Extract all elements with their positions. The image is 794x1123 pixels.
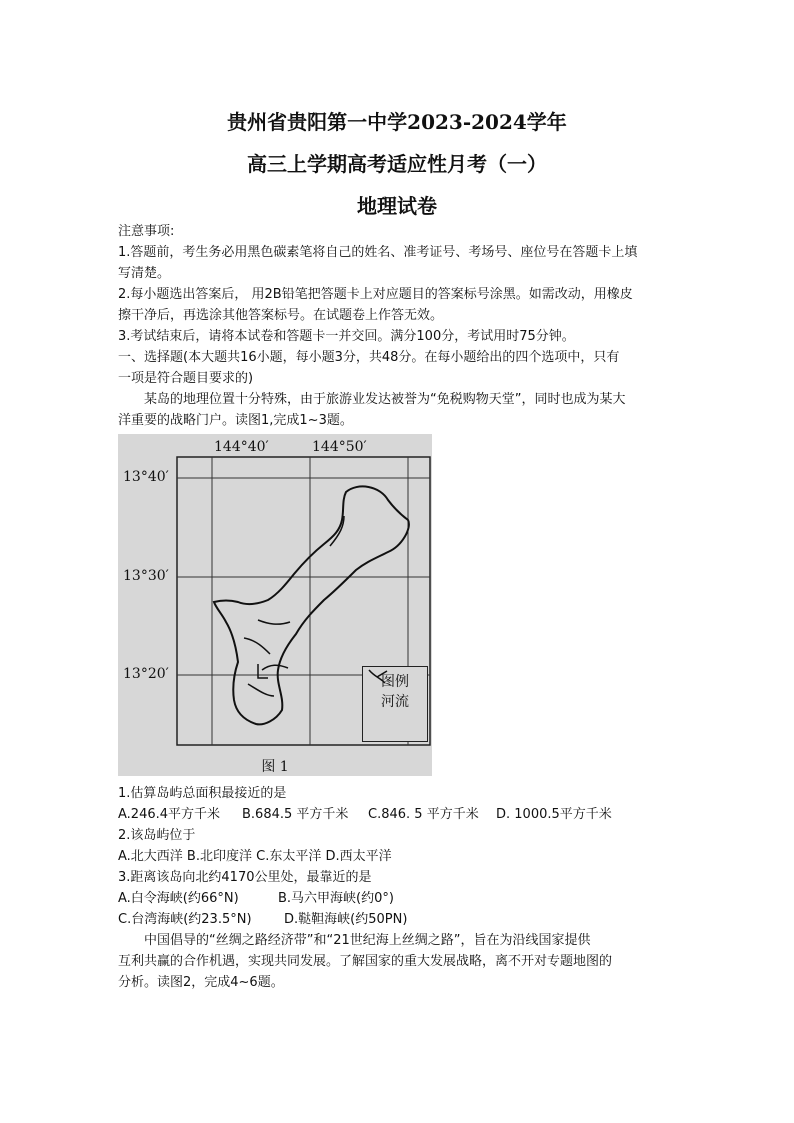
q3-option-b[interactable]: B.马六甲海峡(约0°) <box>278 891 394 906</box>
latitude-label-3: 13°20′ <box>123 666 169 682</box>
q1-option-a[interactable]: A.246.4平方千米 <box>118 807 221 822</box>
intro-paragraph-2-cont-1: 互利共赢的合作机遇，实现共同发展。了解国家的重大发展战略，离不开对专题地图的 <box>118 954 613 969</box>
intro-paragraph-2: 中国倡导的“丝绸之路经济带”和“21世纪海上丝绸之路”，旨在为沿线国家提供 <box>144 933 591 948</box>
notice-item-1-cont: 写清楚。 <box>118 266 171 281</box>
intro-paragraph-1-cont: 洋重要的战略门户。读图1,完成1~3题。 <box>118 413 353 428</box>
exam-title-term: 高三上学期高考适应性月考（一） <box>247 152 547 176</box>
figure-1-caption: 图 1 <box>261 759 289 775</box>
legend-river-label: 河流 <box>381 694 409 710</box>
question-2-stem: 2.该岛屿位于 <box>118 828 196 843</box>
question-3-options-row-2 <box>118 910 678 930</box>
question-1-options <box>118 805 678 825</box>
notice-item-1: 1.答题前，考生务必用黑色碳素笔将自己的姓名、准考证号、考场号、座位号在答题卡上填 <box>118 245 638 260</box>
longitude-label-1: 144°40′ <box>214 439 269 455</box>
notice-item-2: 2.每小题选出答案后， 用2B铅笔把答题卡上对应题目的答案标号涂黑。如需改动，用橡皮 <box>118 287 633 302</box>
notice-heading: 注意事项: <box>118 224 175 239</box>
map-legend <box>362 666 428 742</box>
intro-paragraph-1: 某岛的地理位置十分特殊，由于旅游业发达被誉为“免税购物天堂”，同时也成为某大 <box>144 392 626 407</box>
exam-title-subject: 地理试卷 <box>357 194 437 218</box>
section-heading: 一、选择题(本大题共16小题，每小题3分，共48分。在每小题给出的四个选项中，只有 <box>118 350 620 365</box>
question-2-options[interactable]: A.北大西洋 B.北印度洋 C.东太平洋 D.西太平洋 <box>118 849 392 864</box>
q3-option-c[interactable]: C.台湾海峡(约23.5°N) <box>118 912 252 927</box>
question-3-stem: 3.距离该岛向北约4170公里处，最靠近的是 <box>118 870 372 885</box>
notice-item-2-cont: 擦干净后，再选涂其他答案标号。在试题卷上作答无效。 <box>118 308 444 323</box>
longitude-label-2: 144°50′ <box>312 439 367 455</box>
q1-option-c[interactable]: C.846. 5 平方千米 <box>368 807 479 822</box>
q1-option-d[interactable]: D. 1000.5平方千米 <box>496 807 612 822</box>
latitude-label-2: 13°30′ <box>123 568 169 584</box>
legend-title: 图例 <box>381 674 409 690</box>
exam-title-school: 贵州省贵阳第一中学2023-2024学年 <box>227 110 567 134</box>
question-1-stem: 1.估算岛屿总面积最接近的是 <box>118 786 287 801</box>
question-3-options-row-1 <box>118 889 678 909</box>
river-legend-icon <box>363 667 393 685</box>
intro-paragraph-2-cont-2: 分析。读图2，完成4~6题。 <box>118 975 284 990</box>
section-heading-cont: 一项是符合题目要求的) <box>118 371 254 386</box>
figure-1-map <box>118 434 432 776</box>
latitude-label-1: 13°40′ <box>123 469 169 485</box>
notice-item-3: 3.考试结束后，请将本试卷和答题卡一并交回。满分100分，考试用时75分钟。 <box>118 329 575 344</box>
q1-option-b[interactable]: B.684.5 平方千米 <box>242 807 349 822</box>
q3-option-d[interactable]: D.鞑靼海峡(约50PN) <box>284 912 408 927</box>
q3-option-a[interactable]: A.白令海峡(约66°N) <box>118 891 239 906</box>
